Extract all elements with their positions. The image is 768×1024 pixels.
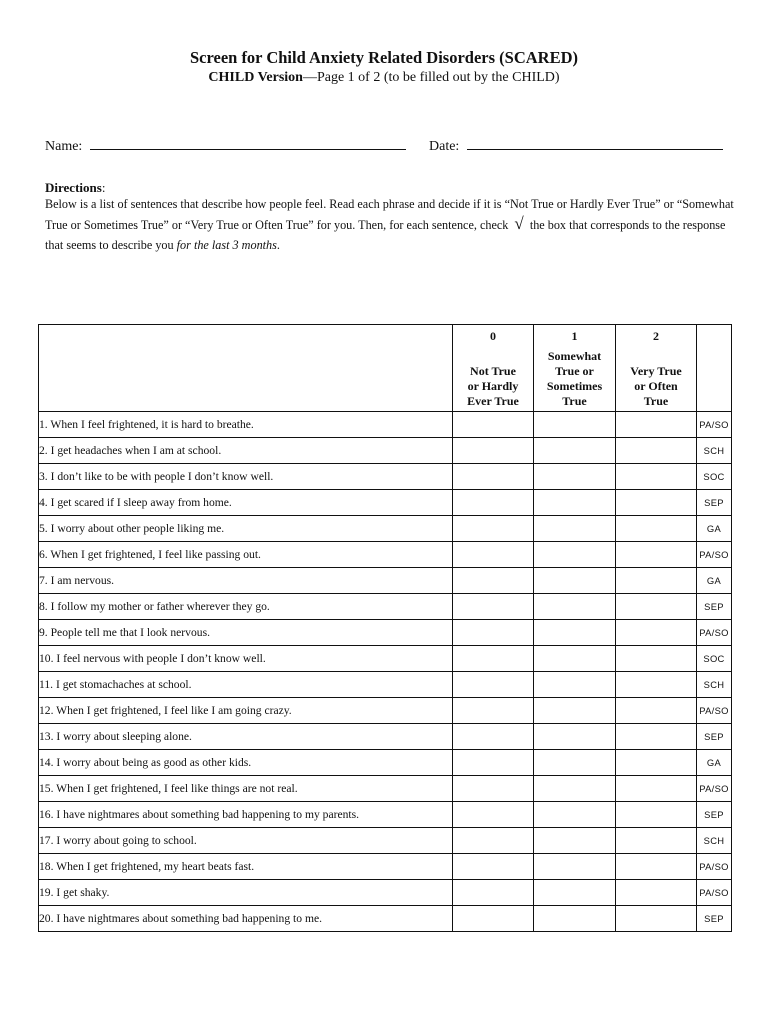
- answer-box-2[interactable]: [616, 854, 697, 880]
- answer-box-1[interactable]: [534, 906, 616, 932]
- answer-box-0[interactable]: [453, 542, 534, 568]
- item-question: 7. I am nervous.: [39, 568, 453, 594]
- version-page-info: —Page 1 of 2 (to be filled out by the CHILD): [302, 70, 560, 85]
- table-row: [39, 880, 732, 906]
- table-row: [39, 672, 732, 698]
- item-question: 19. I get shaky.: [39, 880, 453, 906]
- answer-box-0[interactable]: [453, 828, 534, 854]
- blank-header-cell: [39, 325, 453, 412]
- date-label: Date:: [429, 139, 460, 154]
- column-score: 2: [653, 329, 659, 343]
- table-row: [39, 620, 732, 646]
- column-label-line: True or: [555, 364, 594, 378]
- table-row: [39, 464, 732, 490]
- answer-box-0[interactable]: [453, 802, 534, 828]
- answer-box-2[interactable]: [616, 672, 697, 698]
- scale-code: SOC: [697, 646, 732, 672]
- item-question: 8. I follow my mother or father wherever they go.: [39, 594, 453, 620]
- table-row: [39, 412, 732, 438]
- scale-code: GA: [697, 516, 732, 542]
- item-question: 11. I get stomachaches at school.: [39, 672, 453, 698]
- date-field[interactable]: [429, 137, 723, 155]
- item-question: 16. I have nightmares about something bad happening to my parents.: [39, 802, 453, 828]
- table-row: [39, 542, 732, 568]
- scale-code: PA/SO: [697, 880, 732, 906]
- answer-box-0[interactable]: [453, 646, 534, 672]
- answer-box-2[interactable]: [616, 412, 697, 438]
- date-line[interactable]: [467, 137, 723, 150]
- item-question: 5. I worry about other people liking me.: [39, 516, 453, 542]
- table-row: [39, 438, 732, 464]
- scale-code: GA: [697, 568, 732, 594]
- answer-box-2[interactable]: [616, 620, 697, 646]
- answer-box-0[interactable]: [453, 776, 534, 802]
- form-subtitle: [0, 70, 768, 86]
- directions-text: Below is a list of sentences that describe how people feel. Read each phrase and decide if it is “Not True or Hardly Ever True” or “Somewhat True or Sometimes True” or “Very True or Often True” for you. Then, for each sentence, check √ the box that corresponds to the response that seems to describe you for the last 3 months.: [45, 197, 734, 252]
- scale-code: PA/SO: [697, 542, 732, 568]
- directions-body: Below is a list of sentences that describe how people feel. Read each phrase and decide if it is “Not True or Hardly Ever True” or “Somewhat True or Sometimes True” or “Very True or Often True” for you. Then, for each sentence, check: [45, 197, 734, 232]
- table-row: [39, 698, 732, 724]
- scale-code: SOC: [697, 464, 732, 490]
- item-question: 2. I get headaches when I am at school.: [39, 438, 453, 464]
- item-question: 15. When I get frightened, I feel like things are not real.: [39, 776, 453, 802]
- scale-code: PA/SO: [697, 698, 732, 724]
- answer-box-2[interactable]: [616, 698, 697, 724]
- answer-box-2[interactable]: [616, 646, 697, 672]
- answer-box-1[interactable]: [534, 542, 616, 568]
- table-row: [39, 828, 732, 854]
- answer-box-1[interactable]: [534, 438, 616, 464]
- item-question: 17. I worry about going to school.: [39, 828, 453, 854]
- table-row: [39, 724, 732, 750]
- item-question: 9. People tell me that I look nervous.: [39, 620, 453, 646]
- scale-code: PA/SO: [697, 620, 732, 646]
- column-label-line: Ever True: [467, 394, 519, 408]
- column-label-line: Very True: [630, 364, 682, 378]
- item-question: 12. When I get frightened, I feel like I am going crazy.: [39, 698, 453, 724]
- answer-box-0[interactable]: [453, 516, 534, 542]
- code-header-cell: [697, 325, 732, 412]
- answer-box-0[interactable]: [453, 490, 534, 516]
- column-label-line: Somewhat: [547, 349, 602, 363]
- answer-box-1[interactable]: [534, 750, 616, 776]
- answer-box-2[interactable]: [616, 542, 697, 568]
- item-question: 1. When I feel frightened, it is hard to breathe.: [39, 412, 453, 438]
- scale-code: PA/SO: [697, 412, 732, 438]
- column-label-line: True: [562, 394, 587, 408]
- answer-box-1[interactable]: [534, 828, 616, 854]
- answer-box-0[interactable]: [453, 594, 534, 620]
- answer-box-1[interactable]: [534, 516, 616, 542]
- answer-box-0[interactable]: [453, 724, 534, 750]
- item-question: 20. I have nightmares about something bad happening to me.: [39, 906, 453, 932]
- column-score: 1: [571, 329, 578, 343]
- column-header-0: [453, 325, 534, 412]
- scale-code: SEP: [697, 490, 732, 516]
- answer-box-2[interactable]: [616, 490, 697, 516]
- answer-box-1[interactable]: [534, 412, 616, 438]
- answer-box-0[interactable]: [453, 412, 534, 438]
- table-row: [39, 568, 732, 594]
- answer-box-1[interactable]: [534, 776, 616, 802]
- item-question: 6. When I get frightened, I feel like passing out.: [39, 542, 453, 568]
- answer-box-2[interactable]: [616, 568, 697, 594]
- column-header-1: [534, 325, 616, 412]
- item-question: 4. I get scared if I sleep away from home.: [39, 490, 453, 516]
- answer-box-2[interactable]: [616, 828, 697, 854]
- answer-box-2[interactable]: [616, 516, 697, 542]
- answer-box-1[interactable]: [534, 672, 616, 698]
- column-label-line: True: [643, 394, 669, 408]
- scale-code: SCH: [697, 672, 732, 698]
- answer-box-2[interactable]: [616, 880, 697, 906]
- answer-box-1[interactable]: [534, 464, 616, 490]
- answer-box-1[interactable]: [534, 854, 616, 880]
- answer-box-2[interactable]: [616, 750, 697, 776]
- name-field[interactable]: [45, 137, 406, 155]
- answer-box-1[interactable]: [534, 594, 616, 620]
- column-label-line: Not True: [470, 364, 516, 378]
- answer-box-2[interactable]: [616, 802, 697, 828]
- scale-code: PA/SO: [697, 776, 732, 802]
- answer-box-1[interactable]: [534, 724, 616, 750]
- answer-box-2[interactable]: [616, 724, 697, 750]
- item-question: 13. I worry about sleeping alone.: [39, 724, 453, 750]
- table-row: [39, 646, 732, 672]
- answer-box-2[interactable]: [616, 776, 697, 802]
- name-label: Name:: [45, 139, 83, 154]
- scale-code: SCH: [697, 828, 732, 854]
- item-question: 3. I don’t like to be with people I don’t know well.: [39, 464, 453, 490]
- form-title: Screen for Child Anxiety Related Disorders (SCARED): [189, 48, 579, 67]
- scale-code: PA/SO: [697, 854, 732, 880]
- directions-timeframe: for the last 3 months: [176, 238, 277, 252]
- questionnaire-table: [38, 324, 732, 932]
- answer-box-0[interactable]: [453, 620, 534, 646]
- table-row: [39, 854, 732, 880]
- item-question: 14. I worry about being as good as other kids.: [39, 750, 453, 776]
- answer-box-1[interactable]: [534, 698, 616, 724]
- version-label: CHILD Version: [208, 70, 303, 85]
- answer-box-0[interactable]: [453, 464, 534, 490]
- table-row: [39, 490, 732, 516]
- directions-heading: Directions:: [45, 180, 106, 195]
- scale-code: SEP: [697, 594, 732, 620]
- column-label-line: or Often: [634, 379, 678, 393]
- answer-box-1[interactable]: [534, 802, 616, 828]
- table-row: [39, 594, 732, 620]
- table-header-row: [39, 325, 732, 412]
- answer-box-2[interactable]: [616, 464, 697, 490]
- table-row: [39, 802, 732, 828]
- column-label-line: or Hardly: [467, 379, 519, 393]
- scale-code: SEP: [697, 906, 732, 932]
- name-line[interactable]: [90, 137, 406, 150]
- directions-body-continued: the box that corresponds to the response that seems to describe you: [45, 218, 726, 252]
- scale-code: SEP: [697, 802, 732, 828]
- answer-box-0[interactable]: [453, 568, 534, 594]
- answer-box-2[interactable]: [616, 438, 697, 464]
- answer-box-0[interactable]: [453, 906, 534, 932]
- answer-box-0[interactable]: [453, 750, 534, 776]
- scale-code: GA: [697, 750, 732, 776]
- answer-box-2[interactable]: [616, 594, 697, 620]
- table-row: [39, 516, 732, 542]
- answer-box-1[interactable]: [534, 568, 616, 594]
- answer-box-0[interactable]: [453, 438, 534, 464]
- column-header-2: [616, 325, 697, 412]
- answer-box-1[interactable]: [534, 880, 616, 906]
- answer-box-0[interactable]: [453, 854, 534, 880]
- scale-code: SCH: [697, 438, 732, 464]
- scale-code: SEP: [697, 724, 732, 750]
- answer-box-1[interactable]: [534, 490, 616, 516]
- table-row: [39, 776, 732, 802]
- answer-box-2[interactable]: [616, 906, 697, 932]
- check-mark-icon: √: [514, 214, 524, 233]
- answer-box-0[interactable]: [453, 698, 534, 724]
- table-row: [39, 750, 732, 776]
- answer-box-1[interactable]: [534, 646, 616, 672]
- answer-box-0[interactable]: [453, 880, 534, 906]
- table-row: [39, 906, 732, 932]
- item-question: 18. When I get frightened, my heart beats fast.: [39, 854, 453, 880]
- column-score: 0: [490, 329, 496, 343]
- answer-box-1[interactable]: [534, 620, 616, 646]
- column-label-line: Sometimes: [546, 379, 603, 393]
- item-question: 10. I feel nervous with people I don’t know well.: [39, 646, 453, 672]
- answer-box-0[interactable]: [453, 672, 534, 698]
